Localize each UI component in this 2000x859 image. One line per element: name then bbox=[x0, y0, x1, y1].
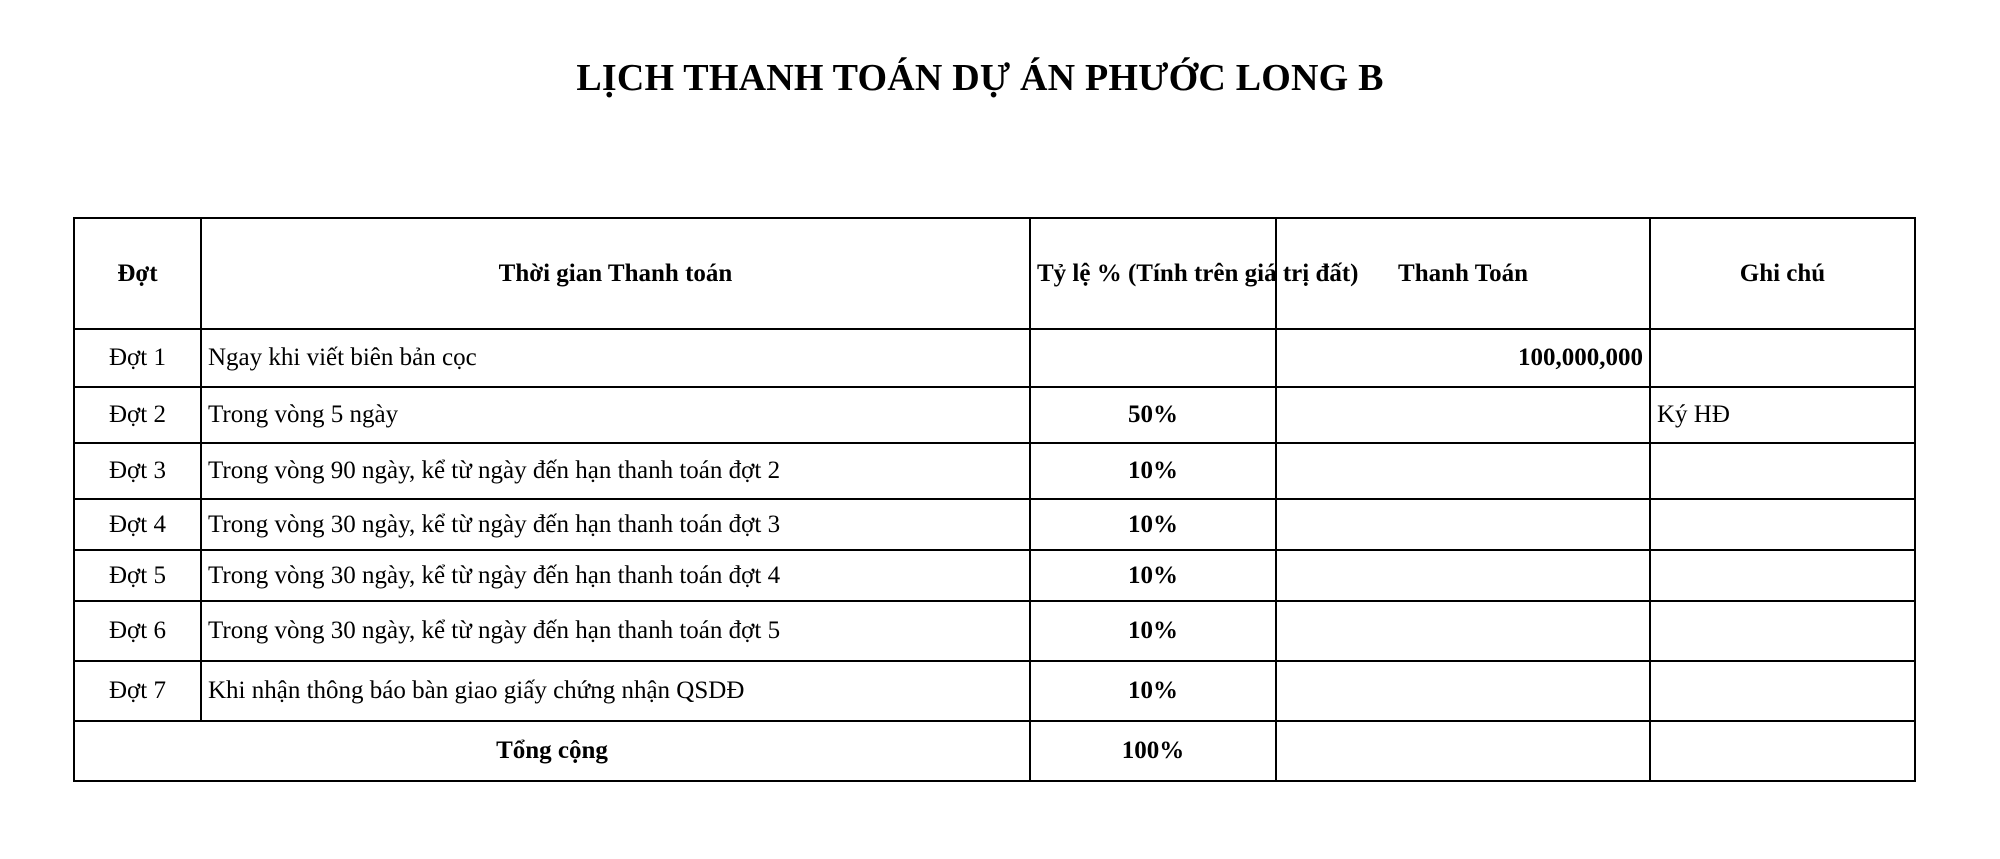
cell-phase: Đợt 4 bbox=[74, 499, 201, 550]
table-row bbox=[74, 387, 1915, 443]
cell-payment bbox=[1276, 443, 1650, 499]
cell-time: Trong vòng 30 ngày, kể từ ngày đến hạn thanh toán đợt 3 bbox=[201, 499, 1030, 550]
cell-time: Trong vòng 90 ngày, kể từ ngày đến hạn thanh toán đợt 2 bbox=[201, 443, 1030, 499]
payment-schedule-table bbox=[73, 217, 1916, 782]
cell-percent: 10% bbox=[1030, 601, 1276, 661]
cell-note bbox=[1650, 661, 1915, 721]
cell-payment bbox=[1276, 499, 1650, 550]
total-label: Tổng cộng bbox=[74, 721, 1030, 781]
table-row bbox=[74, 550, 1915, 601]
cell-percent: 50% bbox=[1030, 387, 1276, 443]
total-payment bbox=[1276, 721, 1650, 781]
cell-note bbox=[1650, 443, 1915, 499]
header-phase: Đợt bbox=[74, 218, 201, 329]
cell-percent: 10% bbox=[1030, 443, 1276, 499]
table-row bbox=[74, 329, 1915, 387]
page-title: LỊCH THANH TOÁN DỰ ÁN PHƯỚC LONG B bbox=[576, 57, 1384, 99]
cell-phase: Đợt 3 bbox=[74, 443, 201, 499]
cell-payment bbox=[1276, 601, 1650, 661]
cell-time: Khi nhận thông báo bàn giao giấy chứng nhận QSDĐ bbox=[201, 661, 1030, 721]
header-note: Ghi chú bbox=[1650, 218, 1915, 329]
cell-note bbox=[1650, 329, 1915, 387]
cell-percent bbox=[1030, 329, 1276, 387]
cell-note bbox=[1650, 550, 1915, 601]
header-payment: Thanh Toán bbox=[1276, 218, 1650, 329]
header-percent: Tỷ lệ % (Tính trên giá trị đất) bbox=[1030, 218, 1276, 329]
header-time: Thời gian Thanh toán bbox=[201, 218, 1030, 329]
table-header-row bbox=[74, 218, 1915, 329]
cell-payment bbox=[1276, 550, 1650, 601]
cell-time: Trong vòng 5 ngày bbox=[201, 387, 1030, 443]
total-row bbox=[74, 721, 1915, 781]
total-note bbox=[1650, 721, 1915, 781]
cell-time: Ngay khi viết biên bản cọc bbox=[201, 329, 1030, 387]
cell-phase: Đợt 5 bbox=[74, 550, 201, 601]
cell-note bbox=[1650, 499, 1915, 550]
total-percent: 100% bbox=[1030, 721, 1276, 781]
cell-phase: Đợt 2 bbox=[74, 387, 201, 443]
table-row bbox=[74, 601, 1915, 661]
cell-payment bbox=[1276, 661, 1650, 721]
cell-time: Trong vòng 30 ngày, kể từ ngày đến hạn thanh toán đợt 4 bbox=[201, 550, 1030, 601]
table-row bbox=[74, 661, 1915, 721]
cell-payment bbox=[1276, 387, 1650, 443]
cell-payment: 100,000,000 bbox=[1276, 329, 1650, 387]
cell-phase: Đợt 6 bbox=[74, 601, 201, 661]
table-row bbox=[74, 443, 1915, 499]
cell-percent: 10% bbox=[1030, 550, 1276, 601]
cell-percent: 10% bbox=[1030, 661, 1276, 721]
cell-time: Trong vòng 30 ngày, kể từ ngày đến hạn thanh toán đợt 5 bbox=[201, 601, 1030, 661]
cell-phase: Đợt 1 bbox=[74, 329, 201, 387]
cell-percent: 10% bbox=[1030, 499, 1276, 550]
table-row bbox=[74, 499, 1915, 550]
cell-note bbox=[1650, 601, 1915, 661]
cell-phase: Đợt 7 bbox=[74, 661, 201, 721]
cell-note: Ký HĐ bbox=[1650, 387, 1915, 443]
